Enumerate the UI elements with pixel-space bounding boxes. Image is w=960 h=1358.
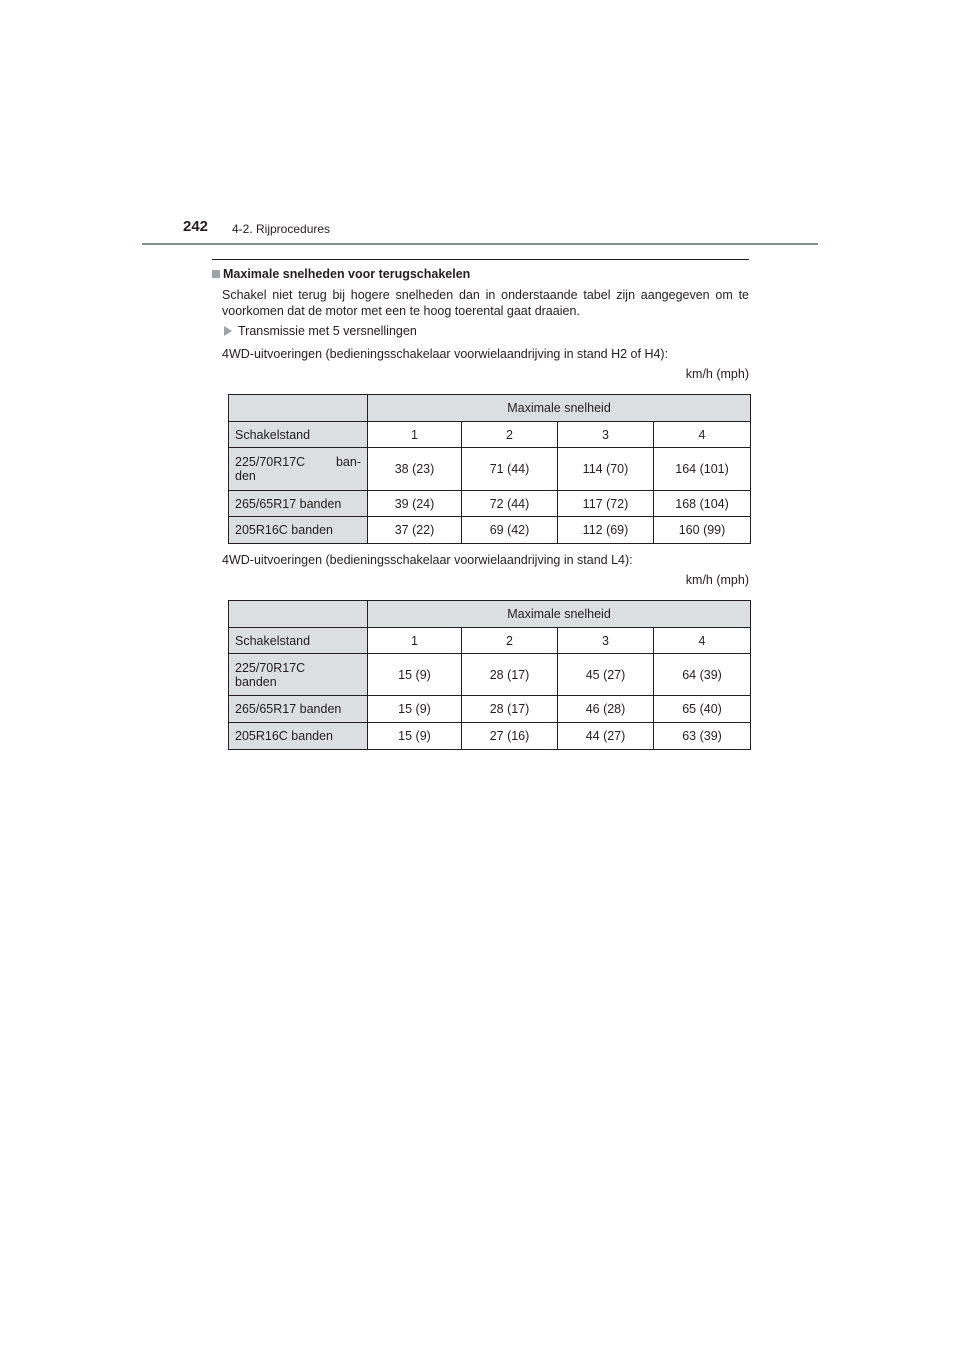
- row-label-part: 225/70R17C: [235, 455, 306, 469]
- value-cell: 28 (17): [462, 696, 558, 723]
- value-cell: 15 (9): [368, 696, 462, 723]
- section-heading-text: Maximale snelheden voor terugschakelen: [223, 267, 471, 281]
- row-label-part: 225/70R17C: [235, 660, 306, 675]
- gear-cell: 1: [368, 628, 462, 654]
- table-row: [229, 723, 751, 750]
- gear-cell: 2: [462, 422, 558, 448]
- value-cell: 44 (27): [558, 723, 654, 750]
- gear-cell: 1: [368, 422, 462, 448]
- value-cell: 114 (70): [558, 448, 654, 491]
- value-cell: 164 (101): [654, 448, 751, 491]
- row-label: [229, 654, 368, 696]
- table-row: [229, 517, 751, 544]
- header-cell: Maximale snelheid: [368, 395, 751, 422]
- value-cell: 39 (24): [368, 491, 462, 517]
- subpoint-text: Transmissie met 5 versnellingen: [238, 324, 417, 338]
- gear-cell: 3: [558, 628, 654, 654]
- value-cell: 72 (44): [462, 491, 558, 517]
- header-cell: Maximale snelheid: [368, 601, 751, 628]
- gear-cell: 4: [654, 628, 751, 654]
- value-cell: 160 (99): [654, 517, 751, 544]
- value-cell: 168 (104): [654, 491, 751, 517]
- table2-unit: km/h (mph): [685, 573, 749, 587]
- table1-unit: km/h (mph): [685, 367, 749, 381]
- triangle-bullet-icon: [224, 326, 232, 336]
- table-row: [229, 654, 751, 696]
- row-label: 265/65R17 banden: [229, 696, 368, 723]
- square-bullet-icon: [212, 270, 220, 278]
- value-cell: 71 (44): [462, 448, 558, 491]
- blank-cell: [229, 395, 368, 422]
- table-row: [229, 696, 751, 723]
- row-label-part: den: [235, 469, 256, 483]
- row-label: Schakelstand: [229, 422, 368, 448]
- page-number: 242: [183, 218, 209, 235]
- row-label-part: ban-: [335, 455, 361, 469]
- row-label: Schakelstand: [229, 628, 368, 654]
- blank-cell: [229, 601, 368, 628]
- intro-paragraph: Schakel niet terug bij hogere snelheden dan in onderstaande tabel zijn aangegeven om te voorkomen dat de motor met een te hoog toerental gaat draaien.: [222, 288, 749, 318]
- speed-table-h2-h4: [228, 394, 751, 544]
- table-row: [229, 491, 751, 517]
- value-cell: 15 (9): [368, 654, 462, 696]
- gear-cell: 3: [558, 422, 654, 448]
- value-cell: 37 (22): [368, 517, 462, 544]
- value-cell: 38 (23): [368, 448, 462, 491]
- table-header-row: [229, 601, 751, 628]
- value-cell: 27 (16): [462, 723, 558, 750]
- table2-caption: 4WD-uitvoeringen (bedieningsschakelaar voorwielaandrijving in stand L4):: [222, 553, 633, 567]
- table-row: [229, 448, 751, 491]
- value-cell: 69 (42): [462, 517, 558, 544]
- table-row: [229, 422, 751, 448]
- value-cell: 45 (27): [558, 654, 654, 696]
- row-label-part: banden: [235, 674, 277, 689]
- value-cell: 64 (39): [654, 654, 751, 696]
- section-title: 4-2. Rijprocedures: [232, 222, 331, 236]
- value-cell: 63 (39): [654, 723, 751, 750]
- speed-table-l4: [228, 600, 751, 750]
- table-header-row: [229, 395, 751, 422]
- value-cell: 65 (40): [654, 696, 751, 723]
- row-label: 265/65R17 banden: [229, 491, 368, 517]
- value-cell: 46 (28): [558, 696, 654, 723]
- value-cell: 112 (69): [558, 517, 654, 544]
- value-cell: 15 (9): [368, 723, 462, 750]
- header-rule: [142, 243, 818, 245]
- gear-cell: 2: [462, 628, 558, 654]
- row-label: 205R16C banden: [229, 723, 368, 750]
- row-label: 205R16C banden: [229, 517, 368, 544]
- value-cell: 28 (17): [462, 654, 558, 696]
- value-cell: 117 (72): [558, 491, 654, 517]
- table1-caption: 4WD-uitvoeringen (bedieningsschakelaar voorwielaandrijving in stand H2 of H4):: [222, 347, 669, 361]
- table-row: [229, 628, 751, 654]
- section-divider: [212, 259, 749, 260]
- row-label: [229, 448, 368, 491]
- section-heading: [212, 267, 470, 281]
- gear-cell: 4: [654, 422, 751, 448]
- subpoint: [224, 324, 417, 338]
